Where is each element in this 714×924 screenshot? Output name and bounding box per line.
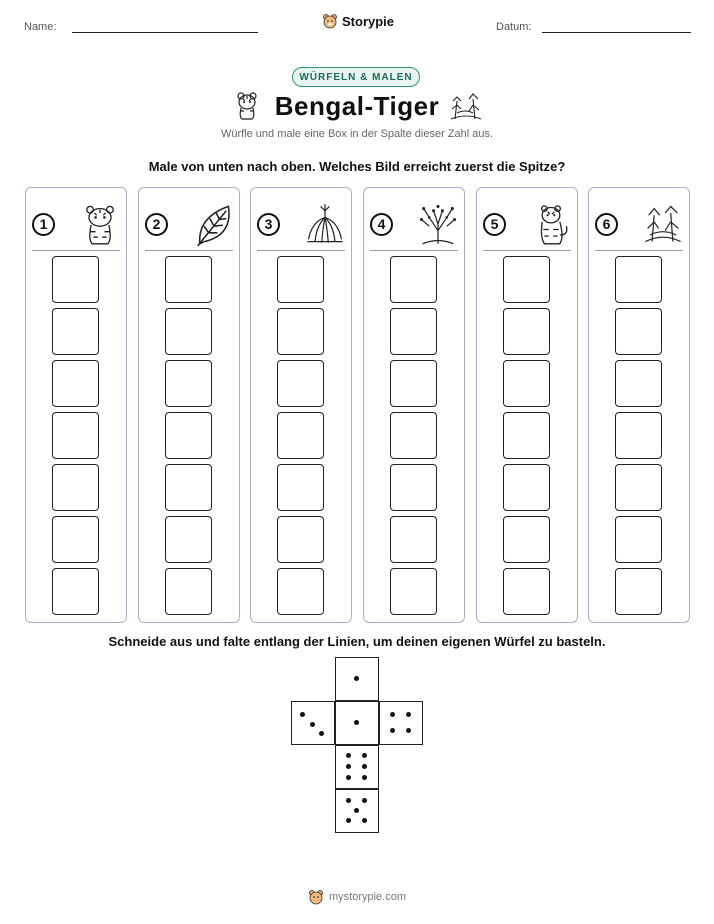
die-pip <box>406 728 411 733</box>
die-pip <box>346 818 351 823</box>
activity-tag: WÜRFELN & MALEN <box>292 67 420 87</box>
die-pip <box>354 676 359 681</box>
cut-instruction: Schneide aus und falte entlang der Linien, um deinen eigenen Würfel zu basteln. <box>108 634 606 649</box>
color-box[interactable] <box>277 308 324 355</box>
die-face-1 <box>335 701 379 745</box>
die-face-5 <box>335 789 379 833</box>
die-face-4 <box>379 701 423 745</box>
worksheet-question: Male von unten nach oben. Welches Bild erreicht zuerst die Spitze? <box>148 159 566 174</box>
color-box[interactable] <box>277 516 324 563</box>
color-box[interactable] <box>165 360 212 407</box>
color-box[interactable] <box>615 256 662 303</box>
color-box[interactable] <box>615 464 662 511</box>
die-pip <box>362 798 367 803</box>
color-box[interactable] <box>165 256 212 303</box>
color-box[interactable] <box>165 412 212 459</box>
die-pip <box>362 818 367 823</box>
footer <box>0 889 714 905</box>
color-box[interactable] <box>503 412 550 459</box>
color-box[interactable] <box>615 308 662 355</box>
name-label: Name: <box>24 21 57 33</box>
color-box[interactable] <box>390 308 437 355</box>
color-box[interactable] <box>503 308 550 355</box>
die-pip <box>362 753 367 758</box>
column-header <box>370 200 458 248</box>
brand-name: Storypie <box>342 13 395 29</box>
color-box[interactable] <box>503 464 550 511</box>
color-box[interactable] <box>615 360 662 407</box>
column-divider <box>483 250 571 251</box>
brand-logo <box>322 13 394 29</box>
color-box[interactable] <box>52 412 99 459</box>
color-box[interactable] <box>390 568 437 615</box>
die-face-6 <box>335 745 379 789</box>
dice-column-1 <box>25 187 127 623</box>
name-line[interactable] <box>72 32 258 33</box>
column-divider <box>370 250 458 251</box>
color-box[interactable] <box>165 464 212 511</box>
dice-column-3 <box>250 187 352 623</box>
column-header <box>145 200 233 248</box>
die-pip <box>390 728 395 733</box>
color-box[interactable] <box>503 256 550 303</box>
color-box[interactable] <box>390 464 437 511</box>
mangrove-title-icon <box>449 91 483 121</box>
color-box[interactable] <box>277 360 324 407</box>
color-box[interactable] <box>52 464 99 511</box>
color-box[interactable] <box>390 256 437 303</box>
die-pip <box>354 720 359 725</box>
die-pip <box>406 712 411 717</box>
color-box[interactable] <box>503 516 550 563</box>
color-box[interactable] <box>615 516 662 563</box>
color-box[interactable] <box>390 412 437 459</box>
column-number: 1 <box>32 213 55 236</box>
color-box[interactable] <box>165 516 212 563</box>
color-box[interactable] <box>52 308 99 355</box>
color-box[interactable] <box>615 412 662 459</box>
worksheet-title: Bengal-Tiger <box>274 91 440 121</box>
column-number: 2 <box>145 213 168 236</box>
column-number: 5 <box>483 213 506 236</box>
color-box[interactable] <box>52 516 99 563</box>
die-face-3 <box>291 701 335 745</box>
column-divider <box>145 250 233 251</box>
dice-column-6 <box>588 187 690 623</box>
color-box[interactable] <box>52 568 99 615</box>
die-pip <box>310 722 315 727</box>
dice-column-5 <box>476 187 578 623</box>
tree-roots-icon <box>305 202 345 246</box>
dice-column-2 <box>138 187 240 623</box>
color-box[interactable] <box>503 568 550 615</box>
die-pip <box>390 712 395 717</box>
column-number: 4 <box>370 213 393 236</box>
column-header <box>483 200 571 248</box>
shrub-icon <box>418 202 458 246</box>
die-pip <box>346 798 351 803</box>
date-line[interactable] <box>542 32 691 33</box>
color-box[interactable] <box>390 360 437 407</box>
tiger-cub-icon <box>80 202 120 246</box>
worksheet-subtitle: Würfle und male eine Box in der Spalte dieser Zahl aus. <box>220 128 494 140</box>
color-box[interactable] <box>390 516 437 563</box>
die-pip <box>362 764 367 769</box>
column-header <box>257 200 345 248</box>
color-box[interactable] <box>277 568 324 615</box>
column-divider <box>32 250 120 251</box>
die-pip <box>300 712 305 717</box>
die-pip <box>346 753 351 758</box>
column-header <box>595 200 683 248</box>
bear-logo-icon <box>322 13 338 29</box>
color-box[interactable] <box>52 360 99 407</box>
color-box[interactable] <box>277 256 324 303</box>
mangrove-trees-icon <box>643 202 683 246</box>
color-box[interactable] <box>52 256 99 303</box>
tiger-icon <box>531 202 571 246</box>
color-box[interactable] <box>165 568 212 615</box>
column-divider <box>595 250 683 251</box>
die-pip <box>346 764 351 769</box>
die-pip <box>319 731 324 736</box>
column-number: 6 <box>595 213 618 236</box>
column-number: 3 <box>257 213 280 236</box>
dice-column-4 <box>363 187 465 623</box>
column-header <box>32 200 120 248</box>
date-label: Datum: <box>496 21 532 33</box>
color-box[interactable] <box>615 568 662 615</box>
column-divider <box>257 250 345 251</box>
die-pip <box>362 775 367 780</box>
die-pip <box>354 808 359 813</box>
color-box[interactable] <box>277 464 324 511</box>
die-face-1 <box>335 657 379 701</box>
color-box[interactable] <box>165 308 212 355</box>
color-box[interactable] <box>503 360 550 407</box>
footer-site: mystorypie.com <box>328 891 407 903</box>
color-box[interactable] <box>277 412 324 459</box>
die-pip <box>346 775 351 780</box>
leaf-icon <box>193 202 233 246</box>
bear-footer-icon <box>308 889 324 905</box>
